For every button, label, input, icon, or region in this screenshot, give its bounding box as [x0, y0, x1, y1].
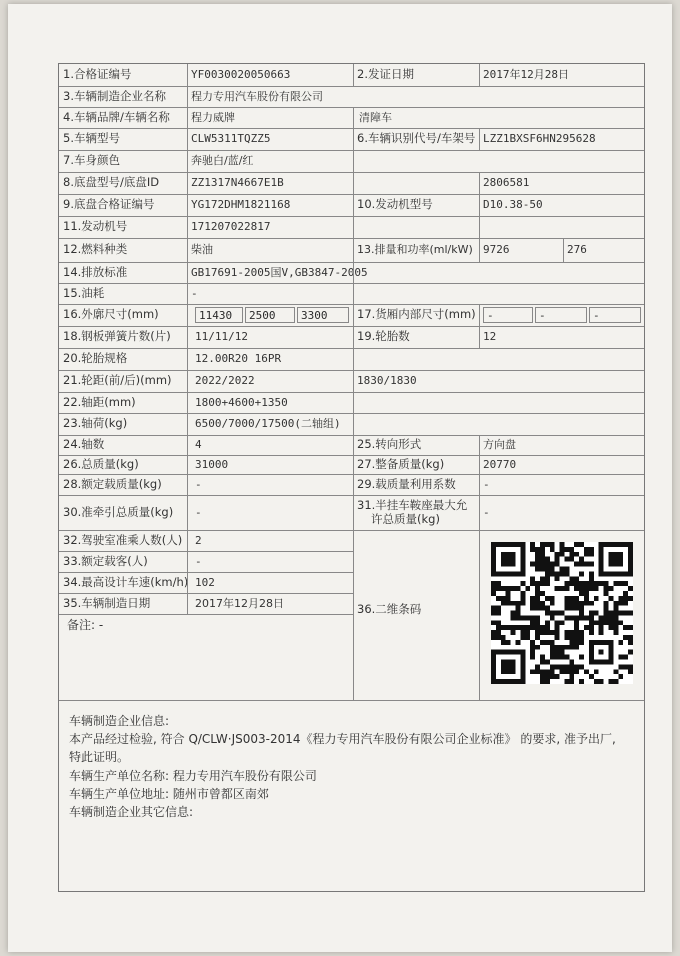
value-max-speed: 102 [195, 575, 215, 589]
label-vehicle-model: 5.车辆型号 [63, 131, 120, 146]
value-certificate-number: YF0030020050663 [191, 68, 291, 82]
value-gross-mass: 31000 [195, 457, 229, 471]
label-chassis-certificate: 9.底盘合格证编号 [63, 197, 155, 212]
value-issue-date: 2017年12月28日 [483, 68, 569, 82]
divider-v [187, 86, 188, 615]
label-load-coefficient: 29.载质量利用系数 [357, 476, 456, 491]
value-axle-load: 6500/7000/17500(二轴组) [195, 417, 341, 431]
row-8 [59, 216, 644, 239]
divider-v [479, 238, 480, 262]
label-steering-type: 25.转向形式 [357, 437, 422, 452]
row-3 [59, 107, 644, 129]
row-5 [59, 150, 644, 173]
value-track-front-rear: 2022/2022 [195, 374, 255, 388]
divider-v [479, 530, 480, 700]
label-chassis-model: 8.底盘型号/底盘ID [63, 175, 160, 190]
label-brand-name: 4.车辆品牌/车辆名称 [63, 109, 170, 124]
value-curb-mass: 20770 [483, 457, 517, 471]
row-6 [59, 172, 644, 195]
label-leaf-springs: 18.钢板弹簧片数(片) [63, 329, 171, 344]
label-towing-mass: 30.准牵引总质量(kg) [63, 504, 174, 519]
divider-footer [59, 700, 644, 701]
row-11 [59, 283, 644, 305]
footer-line-2: 特此证明。 [69, 750, 130, 764]
value-chassis-model: ZZ1317N4667E1B [191, 176, 284, 190]
label-body-color: 7.车身颜色 [63, 153, 120, 168]
label-manufacture-date: 35.车辆制造日期 [63, 595, 151, 610]
row-25 [59, 593, 353, 615]
label-wheelbase: 22.轴距(mm) [63, 394, 136, 409]
row-18 [59, 435, 644, 456]
label-vin: 6.车辆识别代号/车架号 [357, 131, 476, 146]
value-fuel-consumption: - [191, 286, 198, 300]
value-manufacturer: 程力专用汽车股份有限公司 [191, 89, 323, 103]
value-cargo-width: - [535, 307, 587, 323]
value-cab-capacity: 2 [195, 533, 202, 547]
value-emission-standard: GB17691-2005国V,GB3847-2005 [191, 265, 368, 279]
label-displacement-power: 13.排量和功率(ml/kW) [357, 243, 473, 257]
divider-v [479, 64, 480, 86]
row-17 [59, 413, 644, 436]
remark: 备注: - [67, 618, 104, 632]
row-19 [59, 455, 644, 475]
label-tire-count: 19.轮胎数 [357, 329, 410, 344]
label-manufacturer: 3.车辆制造企业名称 [63, 88, 166, 103]
row-13 [59, 326, 644, 349]
footer-line-3: 车辆生产单位名称: 程力专用汽车股份有限公司 [69, 769, 317, 783]
value-height: 3300 [297, 307, 349, 323]
value-vehicle-model: CLW5311TQZZ5 [191, 132, 271, 146]
divider-v [479, 128, 480, 150]
footer-line-1: 本产品经过检验, 符合 Q/CLW·JS003-2014《程力专用汽车股份有限公司企业标准》 的要求, 准予出厂, [69, 732, 616, 746]
qr-code [491, 542, 633, 684]
footer-title: 车辆制造企业信息: [69, 714, 170, 728]
row-4 [59, 128, 644, 151]
value-chassis-certificate: YG172DHM1821168 [191, 198, 291, 212]
row-2 [59, 86, 644, 108]
label-rated-load: 28.额定载质量(kg) [63, 476, 162, 491]
row-23 [59, 551, 353, 573]
row-24 [59, 572, 353, 594]
row-10 [59, 262, 644, 284]
value-length: 11430 [195, 307, 243, 323]
value-engine-number: 171207022817 [191, 220, 271, 234]
label-overall-dimensions: 16.外廓尺寸(mm) [63, 307, 159, 322]
footer-line-5: 车辆制造企业其它信息: [69, 805, 194, 819]
value-chassis-id: 2806581 [483, 176, 530, 190]
divider-v [187, 64, 188, 86]
row-15 [59, 370, 644, 393]
label-issue-date: 2.发证日期 [357, 67, 414, 82]
value-width: 2500 [245, 307, 295, 323]
value-rated-load: - [195, 477, 202, 491]
divider-v [353, 107, 354, 700]
label-fuel-type: 12.燃料种类 [63, 242, 128, 257]
divider-v [479, 304, 480, 348]
value-cargo-length: - [483, 307, 533, 323]
value-cargo-height: - [589, 307, 641, 323]
value-fuel-type: 柴油 [191, 243, 213, 257]
value-vin: LZZ1BXSF6HN295628 [483, 132, 596, 146]
label-saddle-mass [357, 495, 483, 530]
row-1 [59, 64, 644, 87]
divider-v [479, 172, 480, 238]
label-curb-mass: 27.整备质量(kg) [357, 456, 445, 471]
value-leaf-springs: 11/11/12 [195, 330, 248, 344]
label-saddle-mass-line2: 许总质量(kg) [371, 511, 440, 526]
row-22 [59, 530, 353, 552]
value-towing-mass: - [195, 505, 202, 519]
label-cab-capacity: 32.驾驶室准乘人数(人) [63, 532, 183, 547]
value-axle-count: 4 [195, 438, 202, 452]
row-14 [59, 348, 644, 371]
value-tire-count: 12 [483, 330, 497, 344]
label-max-speed: 34.最高设计车速(km/h) [63, 574, 189, 589]
vehicle-certificate-form [58, 63, 645, 892]
label-fuel-consumption: 15.油耗 [63, 285, 105, 300]
value-vehicle-name: 清障车 [359, 110, 392, 124]
footer-line-4: 车辆生产单位地址: 随州市曾都区南郊 [69, 787, 269, 801]
label-certificate-number: 1.合格证编号 [63, 67, 132, 82]
label-gross-mass: 26.总质量(kg) [63, 456, 139, 471]
value-wheelbase: 1800+4600+1350 [195, 395, 288, 409]
label-emission-standard: 14.排放标准 [63, 264, 128, 279]
value-manufacture-date: 2017年12月28日 [195, 596, 284, 610]
label-qr-code: 36.二维条码 [357, 602, 422, 617]
label-engine-model: 10.发动机型号 [357, 197, 433, 212]
label-saddle-mass-line1: 31.半挂车鞍座最大允 [357, 497, 468, 512]
row-16 [59, 392, 644, 414]
value-rated-passengers: - [195, 554, 202, 568]
row-20 [59, 474, 644, 496]
row-12 [59, 304, 644, 327]
value-tire-spec: 12.00R20 16PR [195, 352, 282, 366]
value-saddle-mass: - [483, 505, 490, 519]
value-displacement: 9726 [483, 243, 510, 257]
label-rated-passengers: 33.额定载客(人) [63, 553, 148, 568]
label-engine-number: 11.发动机号 [63, 219, 128, 234]
row-9 [59, 238, 644, 263]
label-axle-count: 24.轴数 [63, 437, 105, 452]
value-track-secondary: 1830/1830 [357, 374, 417, 388]
value-load-coefficient: - [483, 477, 490, 491]
value-steering-type: 方向盘 [483, 438, 516, 452]
value-brand: 程力威牌 [191, 110, 235, 124]
row-21 [59, 495, 644, 531]
label-track: 21.轮距(前/后)(mm) [63, 373, 172, 388]
divider-v [563, 238, 564, 262]
label-cargo-dimensions: 17.货厢内部尺寸(mm) [357, 307, 476, 322]
label-tire-spec: 20.轮胎规格 [63, 351, 128, 366]
label-axle-load: 23.轴荷(kg) [63, 416, 128, 431]
divider-v [353, 64, 354, 86]
value-body-color: 奔驰白/蓝/红 [191, 154, 254, 168]
row-7 [59, 194, 644, 217]
value-engine-model: D10.38-50 [483, 198, 543, 212]
divider-v [479, 435, 480, 530]
value-power: 276 [567, 243, 587, 257]
